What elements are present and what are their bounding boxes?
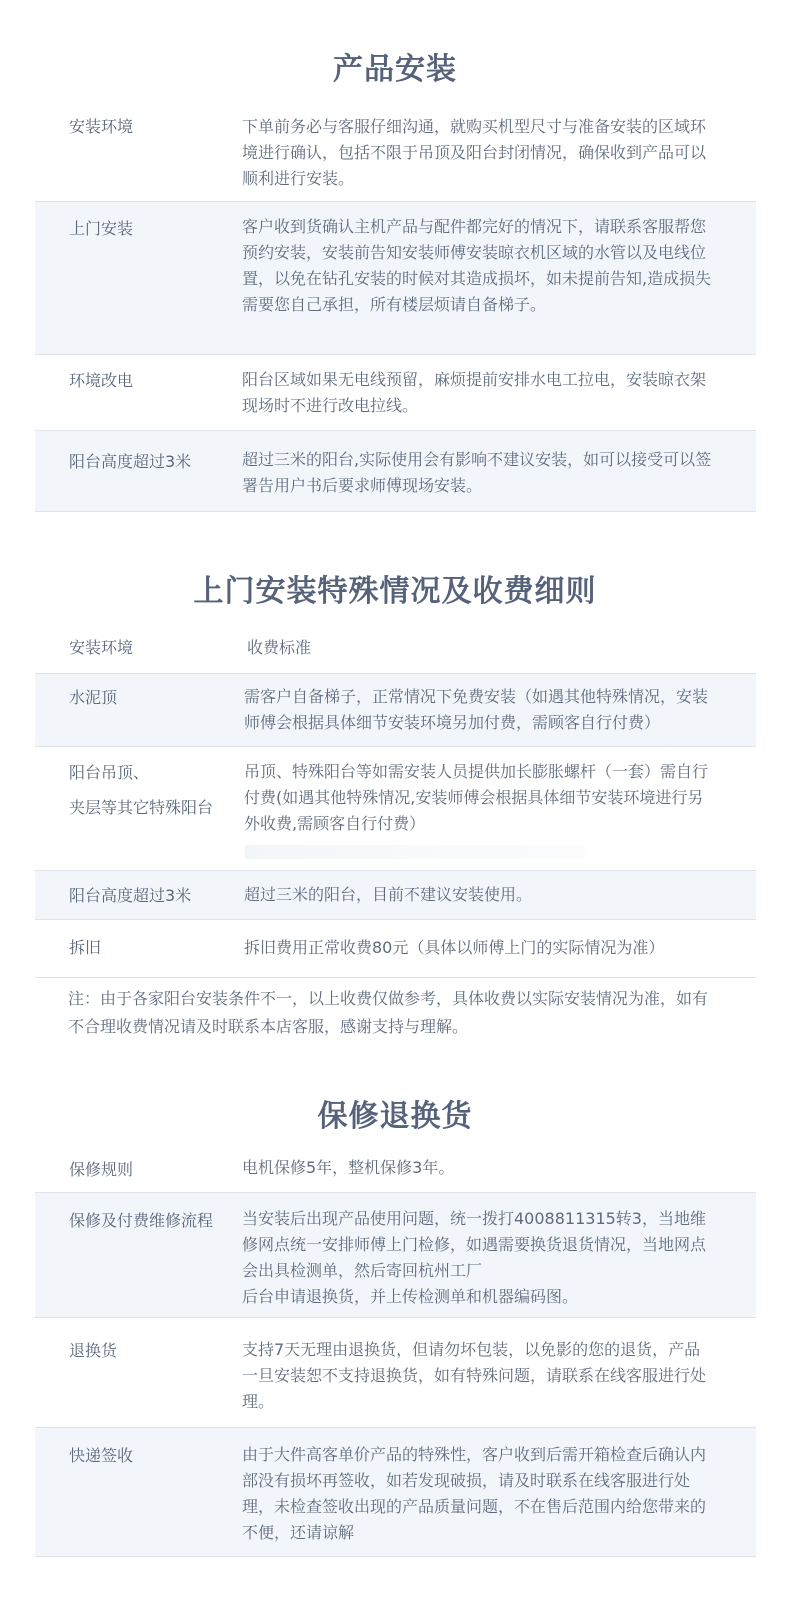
- row-label: 水泥顶: [69, 688, 118, 707]
- row-label: 阳台高度超过3米: [69, 452, 192, 471]
- row-text: 当安装后出现产品使用问题，统一拨打4008811315转3，当地维修网点统一安排师傅上门检修，如遇需要换货退货情况，当地网点会出具检测单，然后寄回杭州工厂: [242, 1209, 707, 1280]
- warranty-row-process: [35, 1193, 756, 1318]
- row-label: 阳台吊顶、: [69, 763, 150, 782]
- row-text: 下单前务必与客服仔细沟通，就购买机型尺寸与准备安装的区域环境进行确认，包括不限于吊顶及阳台封闭情况，确保收到产品可以顺利进行安装。: [242, 117, 707, 188]
- install-row-electric: [35, 355, 756, 431]
- row-label: 快递签收: [69, 1446, 134, 1465]
- row-text: 电机保修5年，整机保修3年。: [242, 1158, 455, 1177]
- section-title-fees: 上门安装特殊情况及收费细则: [193, 574, 597, 609]
- fees-table-header: [35, 626, 756, 674]
- header-text: 收费标准: [247, 638, 312, 657]
- row-text: 需客户自备梯子，正常情况下免费安装（如遇其他特殊情况，安装师傅会根据具体细节安装环境另加付费，需顾客自行付费）: [244, 687, 709, 732]
- warranty-row-delivery: [35, 1428, 756, 1557]
- row-text: 由于大件高客单价产品的特殊性，客户收到后需开箱检查后确认内部没有损坏再签收，如若发现破损，请及时联系在线客服进行处理，未检查签收出现的产品质量问题，不在售后范围内给您带来的不便，还请谅解: [242, 1445, 707, 1542]
- row-label: 安装环境: [69, 117, 134, 136]
- row-label: 退换货: [69, 1341, 118, 1360]
- fees-row-removal: [35, 920, 756, 978]
- install-row-height: [35, 431, 756, 512]
- row-label: 阳台高度超过3米: [69, 886, 192, 905]
- row-text: 超过三米的阳台,实际使用会有影响不建议安装，如可以接受可以签署告用户书后要求师傅现场安装。: [242, 450, 712, 495]
- warranty-row-return: [35, 1318, 756, 1428]
- header-label: 安装环境: [69, 638, 134, 657]
- row-text: 吊顶、特殊阳台等如需安装人员提供加长膨胀螺杆（一套）需自行付费(如遇其他特殊情况,安装师傅会根据具体细节安装环境进行另外收费,需顾客自行付费）: [244, 762, 709, 833]
- row-text: 支持7天无理由退换货，但请勿坏包装，以免影的您的退货，产品一旦安装恕不支持退换货，如有特殊问题，请联系在线客服进行处理。: [242, 1340, 707, 1411]
- row-text-line2: 后台申请退换货，并上传检测单和机器编码图。: [242, 1287, 579, 1306]
- row-label: 拆旧: [69, 938, 102, 957]
- row-text: 阳台区域如果无电线预留，麻烦提前安排水电工拉电，安装晾衣架现场时不进行改电拉线。: [242, 370, 707, 415]
- row-text: 超过三米的阳台，目前不建议安装使用。: [244, 885, 533, 904]
- row-label: 保修规则: [69, 1160, 134, 1179]
- install-row-onsite: [35, 202, 756, 355]
- fees-row-cement: [35, 674, 756, 747]
- row-text: 拆旧费用正常收费80元（具体以师傅上门的实际情况为准）: [244, 938, 665, 957]
- fees-note: 注：由于各家阳台安装条件不一，以上收费仅做参考，具体收费以实际安装情况为准，如有不合理收费情况请及时联系本店客服，感谢支持与理解。: [68, 989, 709, 1036]
- row-label: 环境改电: [69, 371, 134, 390]
- row-label: 上门安装: [69, 219, 134, 238]
- section-title-install: 产品安装: [333, 52, 457, 87]
- row-label: 保修及付费维修流程: [69, 1211, 214, 1230]
- row-text: 客户收到货确认主机产品与配件都完好的情况下，请联系客服帮您预约安装，安装前告知安装师傅安装晾衣机区域的水管以及电线位置，以免在钻孔安装的时候对其造成损坏，如未提前告知,造成损失需要您自己承担，所有楼层烦请自备梯子。: [242, 217, 712, 314]
- fees-row-height: [35, 871, 756, 920]
- warranty-row-rules: [35, 1148, 756, 1193]
- faded-text-remnant: [245, 845, 585, 859]
- row-label-line2: 夹层等其它特殊阳台: [69, 798, 214, 817]
- section-title-warranty: 保修退换货: [317, 1099, 473, 1134]
- install-row-environment: [35, 104, 756, 202]
